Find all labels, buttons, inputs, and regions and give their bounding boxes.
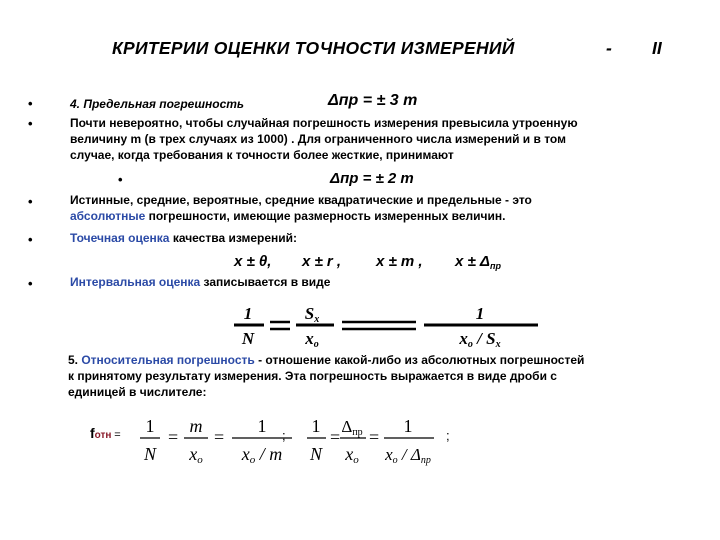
absolute-line-1: Истинные, средние, вероятные, средние квадратические и предельные - это — [70, 193, 532, 207]
interval-d2-sub: o — [313, 339, 319, 348]
item4-label: 4. Предельная погрешность — [70, 97, 245, 111]
svg-text:xo — [344, 444, 359, 466]
rel-d6: x — [385, 445, 393, 464]
rel-d6-tail-sub: пр — [420, 455, 431, 466]
rel-eq2: = — [214, 427, 225, 447]
point-estimate-rest: качества измерений: — [169, 231, 298, 245]
bullet: • — [118, 172, 123, 187]
rel-d5: x — [345, 444, 354, 464]
rel-d2-sub: o — [197, 454, 203, 466]
rel-n5: Δ — [341, 417, 353, 436]
interval-estimate-label — [70, 274, 330, 290]
rel-n4: 1 — [311, 416, 321, 436]
svg-text:xo / Sx: xo / Sx — [459, 329, 501, 348]
interval-estimate-term: Интервальная оценка — [70, 275, 201, 289]
interval-d3a: x — [459, 329, 468, 348]
interval-n2-sub: x — [314, 314, 320, 325]
rel-d4: N — [309, 444, 323, 464]
probability-line-2: величину m (в трех случаях из 1000) . Для ограниченного числа измерений и в том — [70, 132, 566, 146]
interval-d2: x — [305, 329, 314, 348]
rel-d2: x — [189, 444, 198, 464]
bullet: • — [28, 276, 33, 291]
rel-n5-sub: пр — [352, 427, 363, 438]
rel-n3: 1 — [257, 416, 267, 436]
item5-line-1-rest: - отношение какой-либо из абсолютных погрешностей — [254, 353, 585, 367]
svg-text:xo / m — [241, 444, 283, 466]
point-estimate-label — [70, 230, 297, 246]
rel-n2: m — [189, 416, 203, 436]
rel-n6: 1 — [403, 416, 413, 436]
probability-formula: Δпр = ± 2 m — [330, 170, 414, 187]
bullet: • — [28, 194, 33, 209]
relative-label — [90, 425, 121, 441]
bullet: • — [28, 96, 33, 111]
item5-line-3: единицей в числителе: — [68, 385, 207, 399]
interval-formula — [228, 302, 548, 348]
rel-d6-sub: o — [392, 455, 398, 466]
point-formula-theta: x ± θ, — [234, 253, 272, 270]
svg-text:Δпр — [341, 417, 362, 438]
relative-label-f: f — [90, 425, 95, 441]
title-dash: - — [606, 38, 612, 58]
relative-label-sub: отн — [94, 430, 112, 441]
bullet: • — [28, 232, 33, 247]
rel-eq4: = — [369, 427, 380, 447]
item5-line-2: к принятому результату измерения. Эта погрешность выражается в виде дроби с — [68, 369, 557, 383]
point-estimate-term: Точечная оценка — [70, 231, 170, 245]
relative-semicolon-2: ; — [446, 428, 450, 443]
point-formula-m: x ± m , — [376, 253, 423, 270]
point-formula-delta — [455, 253, 501, 271]
svg-text:xo — [304, 329, 319, 348]
item4-formula: Δпр = ± 3 m — [328, 92, 418, 109]
rel-d1: N — [143, 444, 157, 464]
relative-formula-delta — [306, 408, 446, 474]
relative-error-term: Относительная погрешность — [81, 353, 255, 367]
interval-d1: N — [241, 329, 255, 348]
absolute-term: абсолютные — [70, 209, 146, 223]
interval-n3: 1 — [475, 304, 485, 323]
slide-title: КРИТЕРИИ ОЦЕНКИ ТОЧНОСТИ ИЗМЕРЕНИЙ — [112, 38, 515, 58]
interval-d3b: S — [486, 329, 496, 348]
interval-n2: S — [304, 304, 315, 323]
probability-line-3: случае, когда требования к точности более жесткие, принимают — [70, 148, 454, 162]
rel-d6-tail: / Δ — [397, 445, 421, 464]
rel-eq3: = — [330, 427, 341, 447]
relative-semicolon-1: ; — [282, 428, 286, 443]
svg-text:xo — [188, 444, 203, 466]
point-formula-r: x ± r , — [302, 253, 342, 270]
bullet: • — [28, 116, 33, 131]
title-part-number: II — [652, 38, 662, 58]
point-formula-delta-main: x ± Δ — [455, 253, 490, 270]
interval-estimate-rest: записывается в виде — [200, 275, 331, 289]
rel-d3-sub: o — [249, 454, 256, 466]
point-formula-delta-sub: пр — [489, 261, 501, 271]
probability-line-1: Почти невероятно, чтобы случайная погрешность измерения превысила утроенную — [70, 116, 578, 130]
interval-d3a-sub: o — [467, 339, 473, 348]
absolute-line-2-rest: погрешности, имеющие размерность измеренных величин. — [145, 209, 506, 223]
relative-label-eq: = — [114, 429, 121, 441]
svg-text:xo / Δпр — [384, 445, 431, 466]
rel-d5-sub: o — [353, 454, 359, 466]
item5-line-1 — [68, 352, 584, 368]
rel-d3-tail: / m — [255, 444, 283, 464]
item5-number: 5. — [68, 353, 82, 367]
rel-d3: x — [241, 444, 250, 464]
absolute-line-2 — [70, 208, 505, 224]
rel-n1: 1 — [145, 416, 155, 436]
interval-d3b-sub: x — [495, 339, 501, 348]
rel-eq1: = — [168, 427, 179, 447]
interval-n1: 1 — [243, 304, 253, 323]
svg-text:Sx — [305, 304, 319, 325]
